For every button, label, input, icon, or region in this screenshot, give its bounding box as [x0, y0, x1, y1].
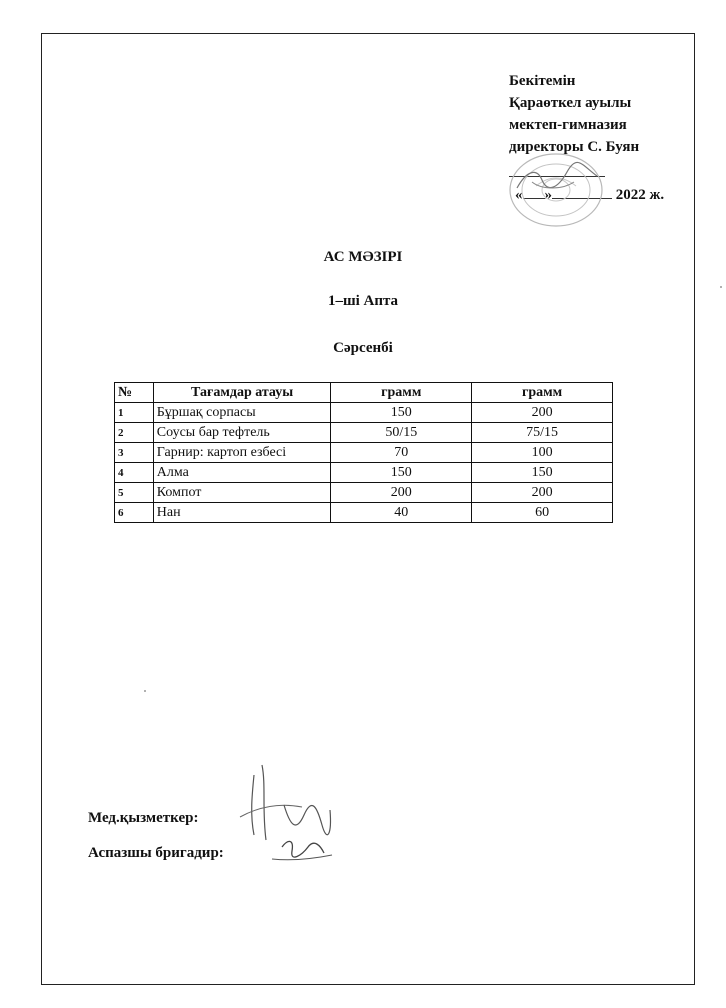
header-number: №	[115, 383, 154, 403]
table-row	[115, 503, 613, 523]
row-number: 2	[115, 423, 154, 443]
gram-portion-2: 200	[472, 403, 613, 423]
gram-portion-1: 150	[331, 403, 472, 423]
gram-portion-2: 100	[472, 443, 613, 463]
approval-line-4: директоры С. Буян	[509, 139, 640, 155]
date-close-quote: »	[544, 187, 552, 203]
gram-portion-2: 75/15	[472, 423, 613, 443]
table-row	[115, 403, 613, 423]
dish-name: Гарнир: картоп езбесі	[153, 443, 331, 463]
row-number: 4	[115, 463, 154, 483]
day-label: Сәрсенбі	[333, 340, 393, 356]
gram-portion-2: 200	[472, 483, 613, 503]
row-number: 3	[115, 443, 154, 463]
gram-portion-1: 40	[331, 503, 472, 523]
row-number: 1	[115, 403, 154, 423]
table-row	[115, 483, 613, 503]
dish-name: Компот	[153, 483, 331, 503]
week-label: 1–ші Апта	[327, 293, 399, 309]
menu-table	[114, 382, 613, 523]
row-number: 6	[115, 503, 154, 523]
header-dish-name: Тағамдар атауы	[153, 383, 331, 403]
date-open-quote: «	[515, 187, 523, 203]
gram-portion-2: 150	[472, 463, 613, 483]
dish-name: Нан	[153, 503, 331, 523]
gram-portion-2: 60	[472, 503, 613, 523]
dish-name: Бұршақ сорпасы	[153, 403, 331, 423]
dish-name: Соусы бар тефтель	[153, 423, 331, 443]
approval-line-2: Қараөткел ауылы	[509, 95, 632, 111]
dish-name: Алма	[153, 463, 331, 483]
scan-speck	[720, 286, 722, 288]
table-row	[115, 463, 613, 483]
approval-line-1: Бекітемін	[509, 73, 576, 89]
medical-staff-label: Мед.қызметкер:	[88, 810, 199, 826]
date-year: 2022 ж.	[615, 187, 665, 203]
gram-portion-1: 50/15	[331, 423, 472, 443]
director-signature	[512, 160, 602, 196]
menu-title: АС МӘЗІРІ	[323, 249, 403, 265]
header-gram-1: грамм	[331, 383, 472, 403]
gram-portion-1: 70	[331, 443, 472, 463]
table-header-row	[115, 383, 613, 403]
handwritten-signatures	[232, 755, 352, 875]
approval-line-3: мектеп-гимназия	[509, 117, 627, 133]
gram-portion-1: 200	[331, 483, 472, 503]
scan-speck	[144, 690, 146, 692]
row-number: 5	[115, 483, 154, 503]
kitchen-brigadier-label: Аспазшы бригадир:	[88, 845, 224, 861]
table-row	[115, 423, 613, 443]
gram-portion-1: 150	[331, 463, 472, 483]
table-row	[115, 443, 613, 463]
header-gram-2: грамм	[472, 383, 613, 403]
approval-block	[509, 70, 665, 203]
